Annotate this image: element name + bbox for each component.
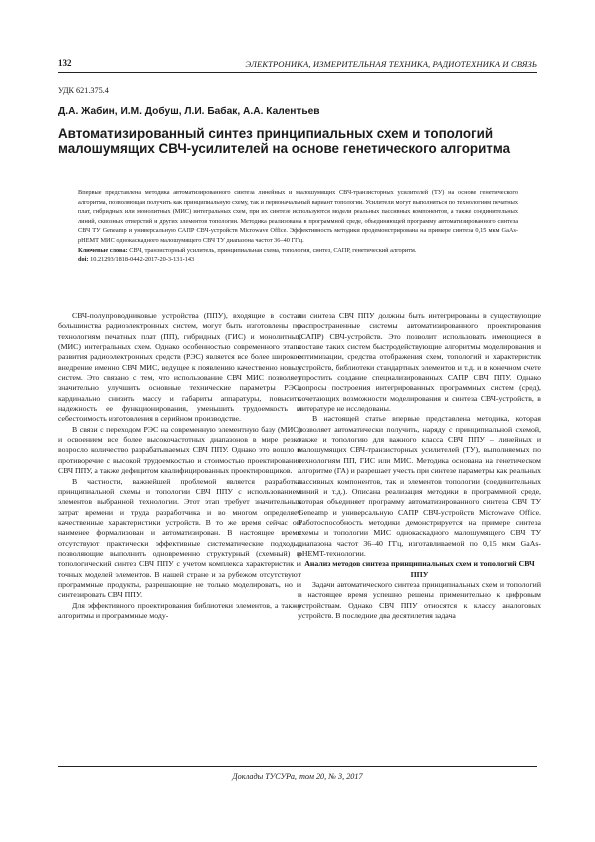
doi: 10.21293/1818-0442-2017-20-3-131-143	[90, 256, 195, 264]
authors: Д.А. Жабин, И.М. Добуш, Л.И. Бабак, А.А. Калентьев	[58, 106, 320, 117]
article-title: Автоматизированный синтез принципиальных схем и топологий малошумящих СВЧ-усилителей на основе генетического алгоритма	[58, 126, 511, 156]
paragraph: ли синтеза СВЧ ППУ должны быть интегрированы в существующие распространенные системы автоматизированного проектирования (САПР) СВЧ-устройств. Это позволит использовать имеющиеся в составе таких систем быстродействующие алгоритмы моделирования и оптимизации, средства отображения схем, топологий и характеристик устройств, библиотеки стандартных элементов и т.д. и в конечном счете упростить создание специализированных САПР СВЧ ППУ. Однако вопросы построения интегрированных программных систем (сред), сочетающих возможности моделирования и синтеза СВЧ-устройств, в литературе не исследованы.	[298, 311, 541, 414]
keywords-label: Ключевые слова:	[78, 246, 128, 254]
paragraph: Для эффективного проектирования библиотеки элементов, а также алгоритмы и программные моду-	[58, 600, 301, 620]
body-column-left	[58, 311, 301, 621]
keywords-line	[78, 246, 518, 256]
paragraph: СВЧ-полупроводниковые устройства (ППУ), входящие в состав большинства радиоэлектронных систем, могут быть изготовлены по технологиям печатных плат (ПП), гибридных (ГИС) и монолитных (МИС) интегральных схем. Однако особенностью современного этапа развития радиоэлектронных средств (РЭС) является все более широкое внедрение именно СВЧ МИС, ведущее к появлению качественно новых систем. Это связано с тем, что использование СВЧ МИС позволяет значительно улучшить основные технические параметры РЭС, кардинально снизить массу и габариты аппаратуры, повысить надежность ее функционирования, уменьшить трудоемкость и себестоимость изготовления в серийном производстве.	[58, 311, 301, 424]
body-column-right	[298, 311, 541, 621]
journal-section-title: ЭЛЕКТРОНИКА, ИЗМЕРИТЕЛЬНАЯ ТЕХНИКА, РАДИОТЕХНИКА И СВЯЗЬ	[245, 59, 537, 69]
page-number: 132	[58, 58, 72, 68]
doi-line	[78, 255, 518, 265]
udc-code: УДК 621.375.4	[58, 86, 109, 95]
keywords: СВЧ, транзисторный усилитель, принципиальная схема, топология, синтез, САПР, генетический алгоритм.	[129, 246, 417, 254]
footer: Доклады ТУСУРа, том 20, № 3, 2017	[232, 772, 363, 781]
paragraph: Задачи автоматического синтеза принципиальных схем и топологий в настоящее время успешно решены применительно к цифровым устройствам. Однако СВЧ ППУ относятся к классу аналоговых устройств. В последние два десятилетия задача	[298, 579, 541, 620]
abstract-text: Впервые представлена методика автоматизированного синтеза линейных и малошумящих СВЧ-транзисторных усилителей (ТУ) на основе генетического алгоритма, позволяющая получить как принципиальную схему, так и первоначальный вариант топологии. Усилители могут выполняться по технологиям печатных плат, гибридных или монолитных (МИС) интегральных схем, при их синтезе используются модели реальных пассивных компонентов, а также соединительных линий, сквозных отверстий и других элементов топологии. Методика реализована в программной среде, объединяющей программу автоматизированного синтеза СВЧ ТУ Geneamp и универсальную САПР СВЧ-устройств Microwave Office. Эффективность методики продемонстрирована на примере синтеза 0,15 мкм GaAs-pHEMT МИС однокаскадного малошумящего СВЧ ТУ диапазона частот 36–40 ГГц.	[78, 189, 518, 244]
section-heading: Анализ методов синтеза принципиальных схем и топологий СВЧ ППУ	[304, 559, 535, 579]
paragraph: В настоящей статье впервые представлена методика, которая позволяет автоматически получить, наряду с принципиальной схемой, также и топологию для важного класса СВЧ ППУ – линейных и малошумящих СВЧ-транзисторных усилителей (ТУ), выполняемых по технологиям ПП, ГИС или МИС. Методика основана на генетическом алгоритме (ГА) и разрешает учесть при синтезе параметры как реальных пассивных компонентов, так и элементов топологии (соединительных линий и т.д.). Описана реализация методики в программной среде, которая объединяет программу автоматизированного синтеза СВЧ ТУ Geneamp и универсальную САПР СВЧ-устройств Microwave Office. Работоспособность методики демонстрируется на примере синтеза схемы и топологии МИС однокаскадного малошумящего СВЧ ТУ диапазона частот 36–40 ГГц, изготавливаемой по 0,15 мкм GaAs-pHEMT-технологии.	[298, 414, 541, 558]
abstract	[78, 188, 518, 265]
header-rule	[58, 72, 537, 73]
footer-rule	[58, 766, 537, 767]
doi-label: doi:	[78, 256, 89, 264]
running-header	[58, 58, 537, 72]
paragraph: В связи с переходом РЭС на современную элементную базу (МИС) и освоением все более высокочастотных диапазонов в мире резко возросло количество разрабатываемых СВЧ ППУ. Однако это вошло в противоречие с высокой трудоемкостью и стоимостью проектирования СВЧ ППУ, а также дефицитом квалифицированных проектировщиков.	[58, 424, 301, 476]
paragraph: В частности, важнейшей проблемой является разработка принципиальной схемы и топологии СВЧ ППУ с использованием элементов выбранной технологии. Этот этап требует значительных затрат времени и труда разработчика и во многом определяет качественные характеристики устройств. В то же время сейчас он наименее формализован и автоматизирован. В настоящее время отсутствуют практически эффективные систематические подходы, позволяющие выполнить одновременно структурный (схемный) и топологический синтез СВЧ ППУ с учетом комплекса характеристик и точных моделей элементов. В нашей стране и за рубежом отсутствуют программные продукты, разрешающие не только моделировать, но и синтезировать СВЧ ППУ.	[58, 476, 301, 600]
